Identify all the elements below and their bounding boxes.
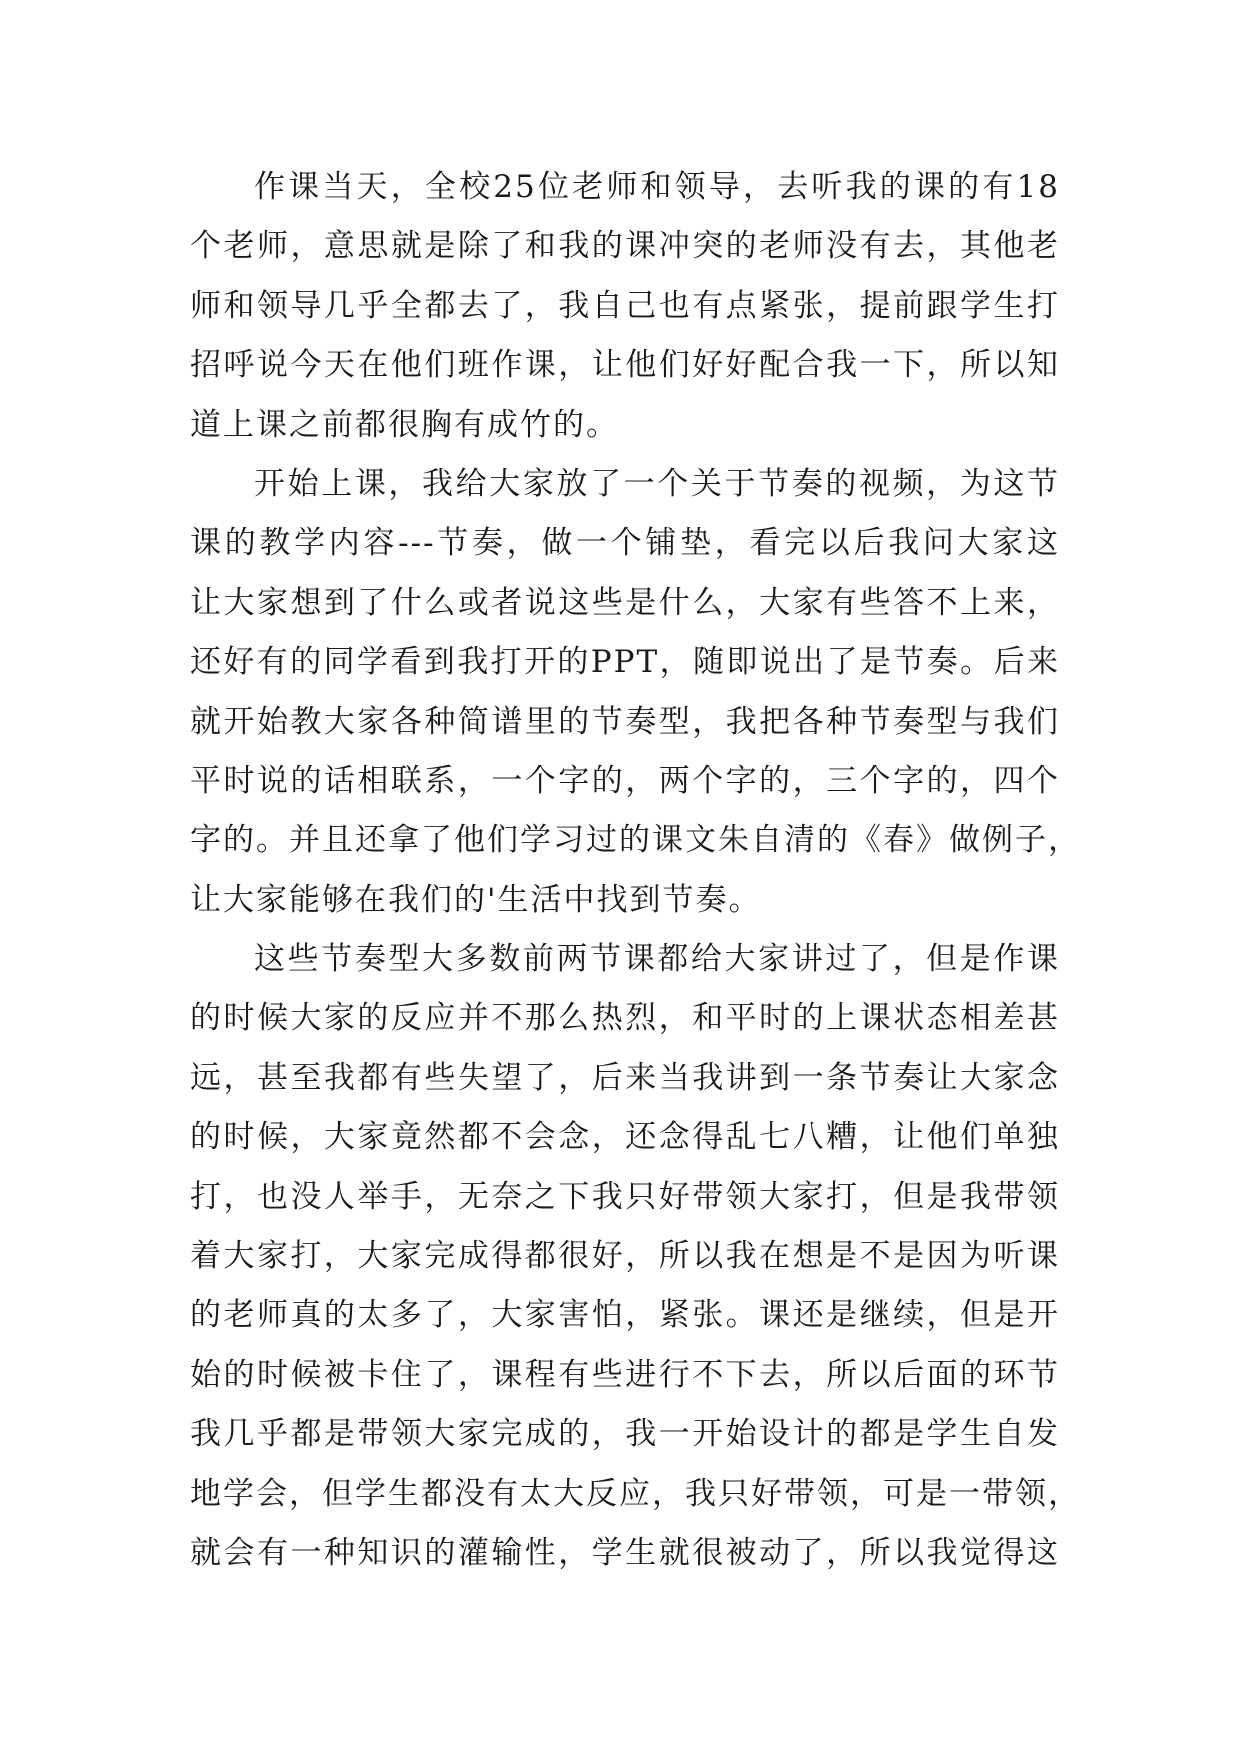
text-line: 这些节奏型大多数前两节课都给大家讲过了，但是作课: [254, 941, 1060, 978]
text-line: 着大家打，大家完成得都很好，所以我在想是不是因为听课: [190, 1238, 1060, 1275]
paragraph-1: [190, 158, 1060, 455]
text-line: 的时候大家的反应并不那么热烈，和平时的上课状态相差甚: [190, 1000, 1060, 1037]
text-line: 就会有一种知识的灌输性，学生就很被动了，所以我觉得这: [190, 1534, 1060, 1571]
text-line: 道上课之前都很胸有成竹的。: [190, 406, 619, 443]
text-line: 让大家想到了什么或者说这些是什么，大家有些答不上来，: [190, 584, 1060, 621]
text-line: 让大家能够在我们的'生活中找到节奏。: [190, 881, 762, 918]
text-line: 师和领导几乎全都去了，我自己也有点紧张，提前跟学生打: [190, 287, 1060, 324]
text-line: 课的教学内容---节奏，做一个铺垫，看完以后我问大家这: [190, 525, 1060, 562]
text-line: 始的时候被卡住了，课程有些进行不下去，所以后面的环节: [190, 1356, 1060, 1393]
text-line: 就开始教大家各种简谱里的节奏型，我把各种节奏型与我们: [190, 703, 1060, 740]
text-line: 作课当天，全校25位老师和领导，去听我的课的有18: [254, 169, 1060, 205]
text-line: 的时候，大家竟然都不会念，还念得乱七八糟，让他们单独: [190, 1119, 1060, 1156]
text-line: 远，甚至我都有些失望了，后来当我讲到一条节奏让大家念: [190, 1059, 1060, 1096]
text-line: 招呼说今天在他们班作课，让他们好好配合我一下，所以知: [190, 347, 1060, 384]
text-line: 的老师真的太多了，大家害怕，紧张。课还是继续，但是开: [190, 1297, 1060, 1334]
text-line: 开始上课，我给大家放了一个关于节奏的视频，为这节: [254, 465, 1060, 502]
text-line: 平时说的话相联系，一个字的，两个字的，三个字的，四个: [190, 762, 1060, 799]
paragraph-2: [190, 455, 1081, 930]
text-line: 还好有的同学看到我打开的PPT，随即说出了是节奏。后来: [190, 644, 1060, 681]
text-line: 字的。并且还拿了他们学习过的课文朱自清的《春》做例子，: [190, 822, 1081, 859]
text-line: 个老师，意思就是除了和我的课冲突的老师没有去，其他老: [190, 228, 1060, 265]
paragraph-3: [190, 930, 1081, 1583]
document-body: [190, 158, 1081, 1583]
text-line: 地学会，但学生都没有太大反应，我只好带领，可是一带领，: [190, 1475, 1081, 1512]
text-line: 我几乎都是带领大家完成的，我一开始设计的都是学生自发: [190, 1416, 1060, 1453]
text-line: 打，也没人举手，无奈之下我只好带领大家打，但是我带领: [190, 1178, 1060, 1215]
